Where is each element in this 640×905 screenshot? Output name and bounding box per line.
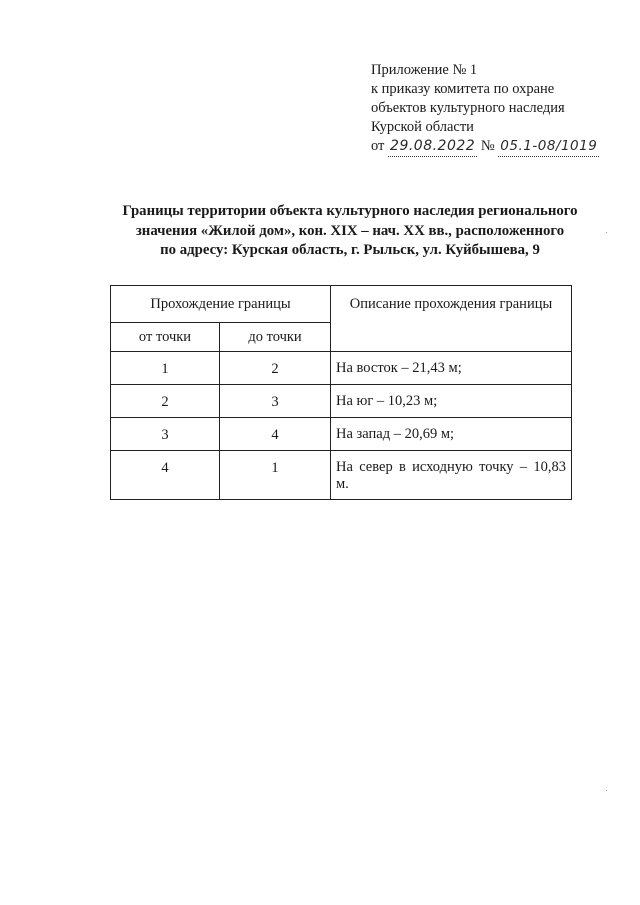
from-point-cell: 3: [111, 418, 220, 451]
description-cell: На восток – 21,43 м;: [331, 352, 572, 385]
title-line-3: по адресу: Курская область, г. Рыльск, ул. Куйбышева, 9: [160, 242, 540, 258]
appendix-line-2: к приказу комитета по охране: [371, 81, 555, 97]
to-point-cell: 2: [220, 352, 331, 385]
from-point-cell: 1: [111, 352, 220, 385]
table-row: [111, 451, 572, 500]
document-title: [80, 202, 620, 261]
to-point-cell: 3: [220, 385, 331, 418]
boundary-table: [110, 285, 572, 500]
date-prefix: от: [371, 138, 385, 154]
description-cell: На юг – 10,23 м;: [331, 385, 572, 418]
description-cell: На север в исходную точку – 10,83 м.: [331, 451, 572, 500]
description-cell: На запад – 20,69 м;: [331, 418, 572, 451]
table-row: [111, 418, 572, 451]
from-header-cell: от точки: [111, 323, 220, 352]
scan-speck: [606, 790, 607, 791]
desc-header-cell: Описание прохождения границы: [331, 286, 572, 352]
handwritten-order-number: 05.1-08/1019: [498, 137, 599, 157]
appendix-line-1: Приложение № 1: [371, 62, 478, 78]
to-header-cell: до точки: [220, 323, 331, 352]
scan-speck: [606, 232, 607, 233]
to-point-cell: 4: [220, 418, 331, 451]
table-row: [111, 352, 572, 385]
table-header-row: [111, 286, 572, 323]
title-line-2: значения «Жилой дом», кон. XIX – нач. XX вв., расположенного: [135, 222, 565, 239]
appendix-date-line: [371, 137, 599, 157]
number-prefix: №: [480, 138, 495, 154]
appendix-line-4: Курской области: [371, 119, 474, 135]
handwritten-date: 29.08.2022: [388, 137, 477, 157]
title-line-1: Границы территории объекта культурного наследия регионального: [122, 203, 578, 219]
from-point-cell: 2: [111, 385, 220, 418]
table-row: [111, 385, 572, 418]
group-header-cell: Прохождение границы: [111, 286, 331, 323]
from-point-cell: 4: [111, 451, 220, 500]
to-point-cell: 1: [220, 451, 331, 500]
appendix-line-3: объектов культурного наследия: [371, 100, 565, 116]
appendix-header: [371, 61, 599, 157]
